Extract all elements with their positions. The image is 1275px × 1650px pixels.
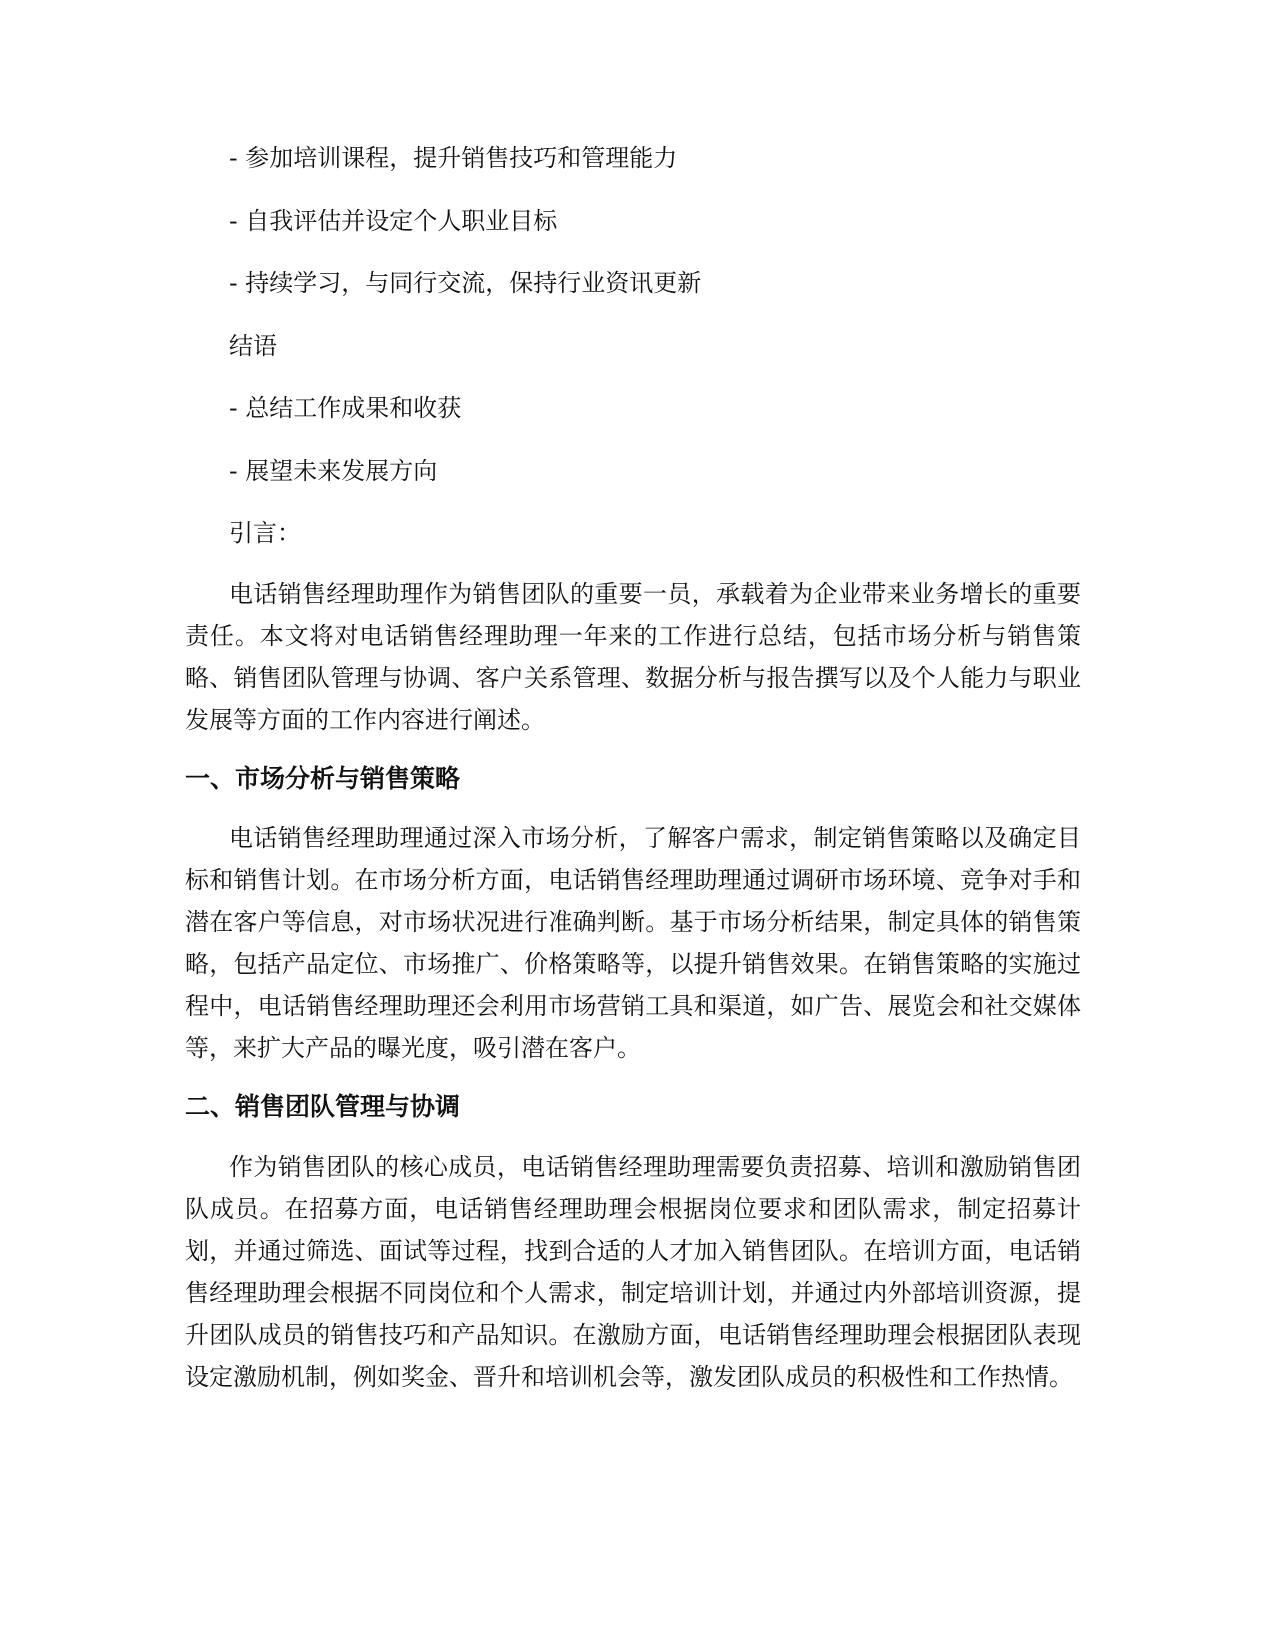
- section-1-heading: 一、市场分析与销售策略: [185, 764, 461, 793]
- bullet-future-outlook: - 展望未来发展方向: [229, 457, 438, 485]
- intro-paragraph: 电话销售经理助理作为销售团队的重要一员，承载着为企业带来业务增长的重要责任。本文将对电话销售经理助理一年来的工作进行总结，包括市场分析与销售策略、销售团队管理与协调、客户关系管理、数据分析与报告撰写以及个人能力与职业发展等方面的工作内容进行阐述。: [185, 580, 1081, 734]
- conclusion-label: 结语: [229, 332, 277, 360]
- bullet-training-courses: - 参加培训课程，提升销售技巧和管理能力: [229, 144, 678, 172]
- bullet-self-assessment: - 自我评估并设定个人职业目标: [229, 207, 558, 235]
- intro-label: 引言：: [229, 519, 301, 547]
- bullet-summarize-results: - 总结工作成果和收获: [229, 394, 462, 422]
- section-2-heading: 二、销售团队管理与协调: [185, 1092, 461, 1121]
- bullet-continuous-learning: - 持续学习，与同行交流，保持行业资讯更新: [229, 269, 702, 297]
- section-1-paragraph: 电话销售经理助理通过深入市场分析，了解客户需求，制定销售策略以及确定目标和销售计划。在市场分析方面，电话销售经理助理通过调研市场环境、竞争对手和潜在客户等信息，对市场状况进行准确判断。基于市场分析结果，制定具体的销售策略，包括产品定位、市场推广、价格策略等，以提升销售效果。在销售策略的实施过程中，电话销售经理助理还会利用市场营销工具和渠道，如广告、展览会和社交媒体等，来扩大产品的曝光度，吸引潜在客户。: [185, 824, 1081, 1062]
- section-2-paragraph: 作为销售团队的核心成员，电话销售经理助理需要负责招募、培训和激励销售团队成员。在招募方面，电话销售经理助理会根据岗位要求和团队需求，制定招募计划，并通过筛选、面试等过程，找到合适的人才加入销售团队。在培训方面，电话销售经理助理会根据不同岗位和个人需求，制定培训计划，并通过内外部培训资源，提升团队成员的销售技巧和产品知识。在激励方面，电话销售经理助理会根据团队表现设定激励机制，例如奖金、晋升和培训机会等，激发团队成员的积极性和工作热情。: [185, 1153, 1081, 1391]
